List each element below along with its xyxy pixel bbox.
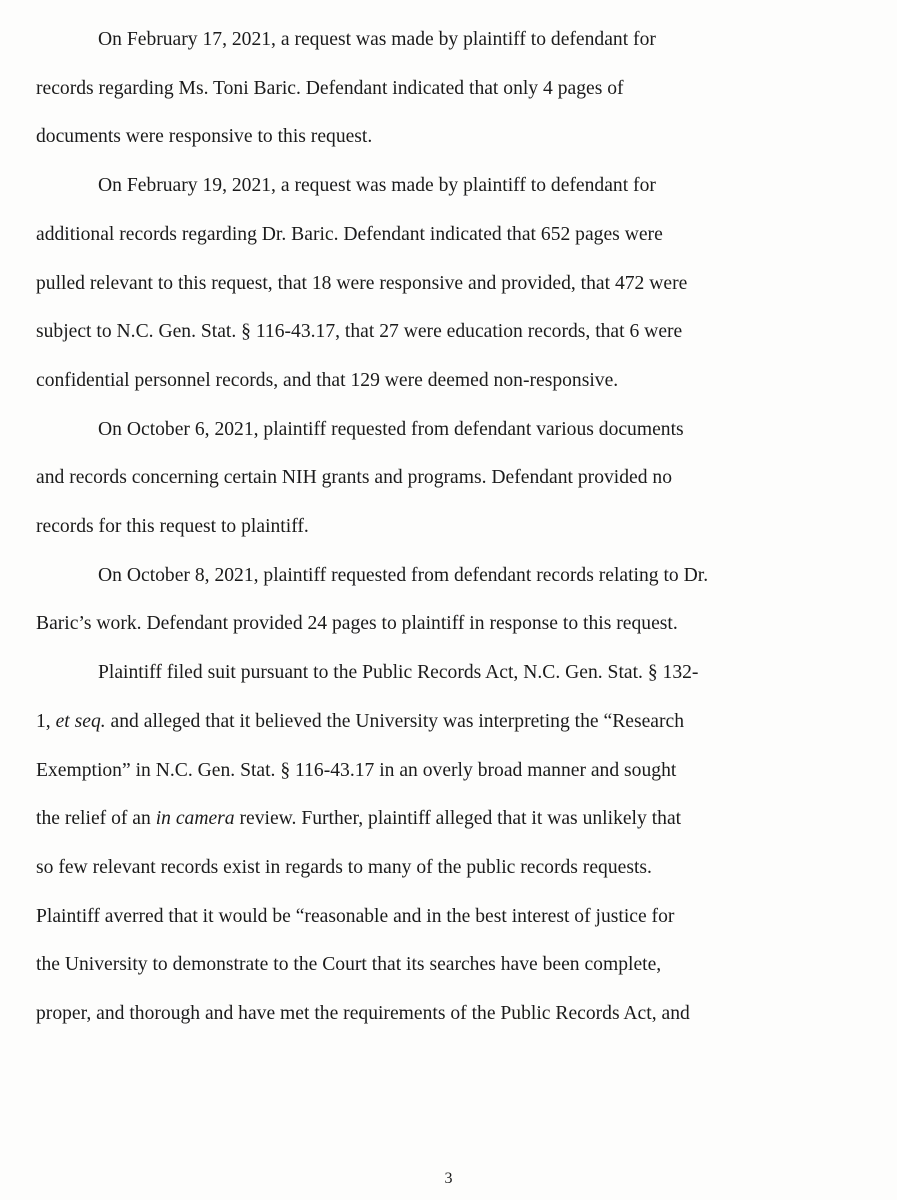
text-line: proper, and thorough and have met the requirements of the Public Records Act, and [36, 1003, 690, 1024]
page-number: 3 [444, 1170, 453, 1187]
text-line: so few relevant records exist in regards to many of the public records requests. [36, 856, 652, 878]
text-line: subject to N.C. Gen. Stat. § 116-43.17, that 27 were education records, that 6 were [36, 321, 683, 343]
text-line: Plaintiff filed suit pursuant to the Public Records Act, N.C. Gen. Stat. § 132- [98, 662, 699, 684]
text-line: and records concerning certain NIH grants and programs. Defendant provided no [36, 467, 673, 489]
text-line: On October 8, 2021, plaintiff requested from defendant records relating to Dr. [98, 564, 709, 586]
text-line: the University to demonstrate to the Court that its searches have been complete, [36, 954, 662, 976]
text-line: records regarding Ms. Toni Baric. Defendant indicated that only 4 pages of [36, 77, 624, 99]
text-line: On February 19, 2021, a request was made by plaintiff to defendant for [98, 175, 656, 197]
text-line: documents were responsive to this request. [36, 126, 373, 148]
text-line: records for this request to plaintiff. [36, 516, 309, 537]
text-line: Baric’s work. Defendant provided 24 pages to plaintiff in response to this request. [36, 613, 678, 635]
text-line: 1, et seq. and alleged that it believed the University was interpreting the “Research [36, 710, 685, 732]
italic-phrase: et seq. [55, 710, 106, 732]
text-line: On February 17, 2021, a request was made by plaintiff to defendant for [98, 29, 656, 50]
text-line: pulled relevant to this request, that 18 were responsive and provided, that 472 were [36, 272, 688, 294]
italic-phrase: in camera [155, 808, 235, 830]
text-line: On October 6, 2021, plaintiff requested from defendant various documents [98, 418, 684, 440]
text-line: additional records regarding Dr. Baric. Defendant indicated that 652 pages were [36, 223, 663, 245]
text-line: Plaintiff averred that it would be “reasonable and in the best interest of justice for [36, 905, 675, 927]
text-line: confidential personnel records, and that 129 were deemed non-responsive. [36, 369, 619, 391]
text-line: the relief of an in camera review. Further, plaintiff alleged that it was unlikely that [36, 808, 682, 830]
text-line: Exemption” in N.C. Gen. Stat. § 116-43.17 in an overly broad manner and sought [36, 759, 677, 781]
